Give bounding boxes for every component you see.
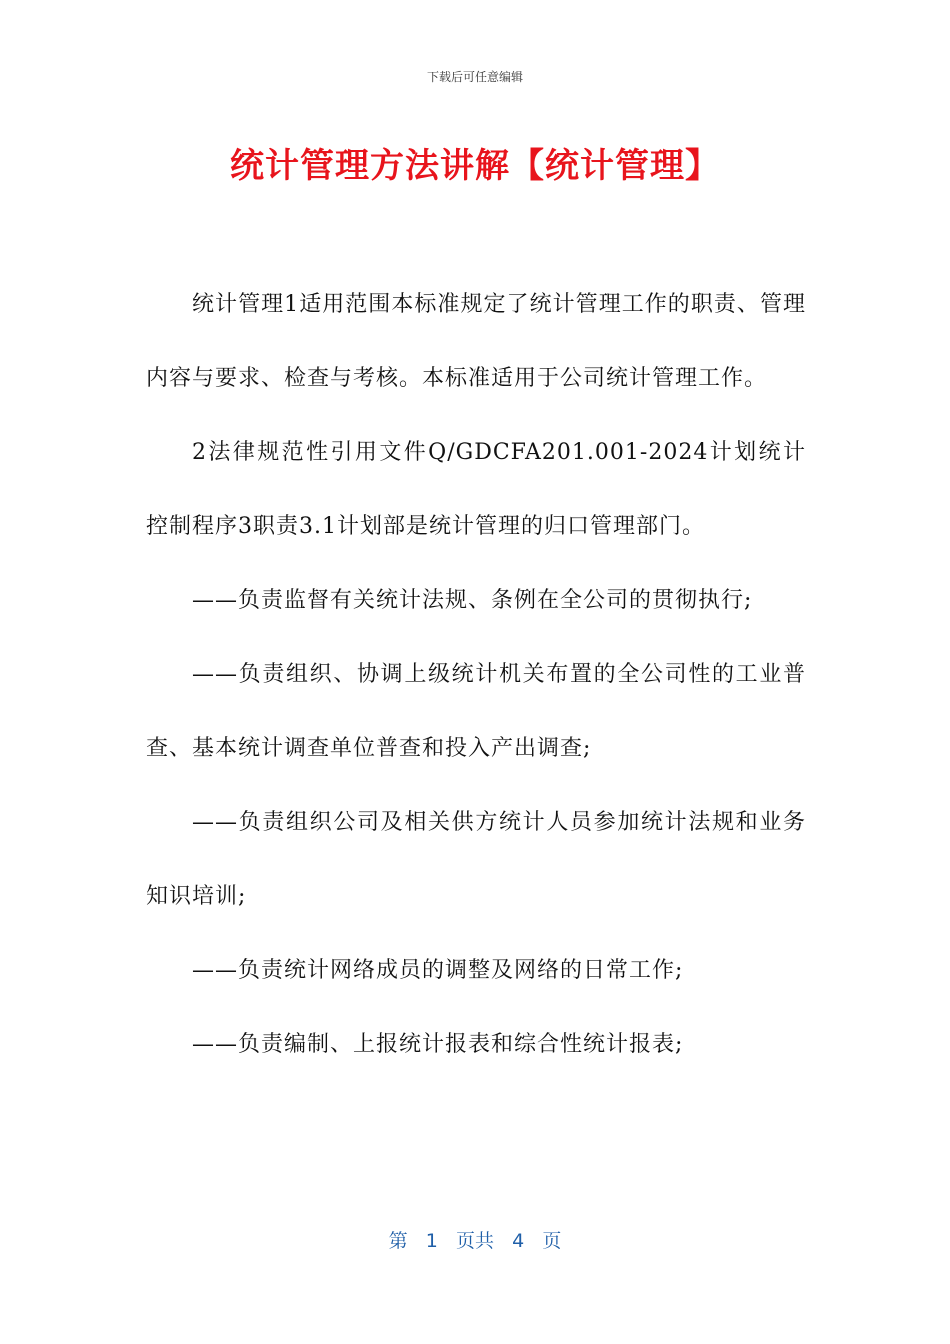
document-title: 统计管理方法讲解【统计管理】 [230, 146, 720, 186]
paragraph: ——负责统计网络成员的调整及网络的日常工作; [192, 958, 684, 983]
paragraph: ——负责组织、协调上级统计机关布置的全公司性的工业普查、基本统计调查单位普查和投入产出调查; [146, 662, 806, 761]
footer-middle: 页共 [455, 1230, 494, 1252]
paragraph: ——负责编制、上报统计报表和综合性统计报表; [192, 1032, 684, 1057]
paragraph: 2法律规范性引用文件Q/GDCFA201.001-2024计划统计控制程序3职责3.1计划部是统计管理的归口管理部门。 [146, 440, 806, 539]
page-footer [0, 1226, 950, 1253]
header-note: 下载后可任意编辑 [426, 70, 523, 84]
footer-prefix: 第 [388, 1230, 408, 1252]
paragraph: 统计管理1适用范围本标准规定了统计管理工作的职责、管理内容与要求、检查与考核。本标准适用于公司统计管理工作。 [146, 292, 806, 391]
footer-page-number: 1 [425, 1230, 438, 1252]
footer-suffix: 页 [542, 1230, 562, 1252]
footer-total-pages: 4 [512, 1230, 525, 1252]
document-body [146, 268, 806, 1082]
paragraph: ——负责组织公司及相关供方统计人员参加统计法规和业务知识培训; [146, 810, 806, 909]
paragraph: ——负责监督有关统计法规、条例在全公司的贯彻执行; [192, 588, 753, 613]
